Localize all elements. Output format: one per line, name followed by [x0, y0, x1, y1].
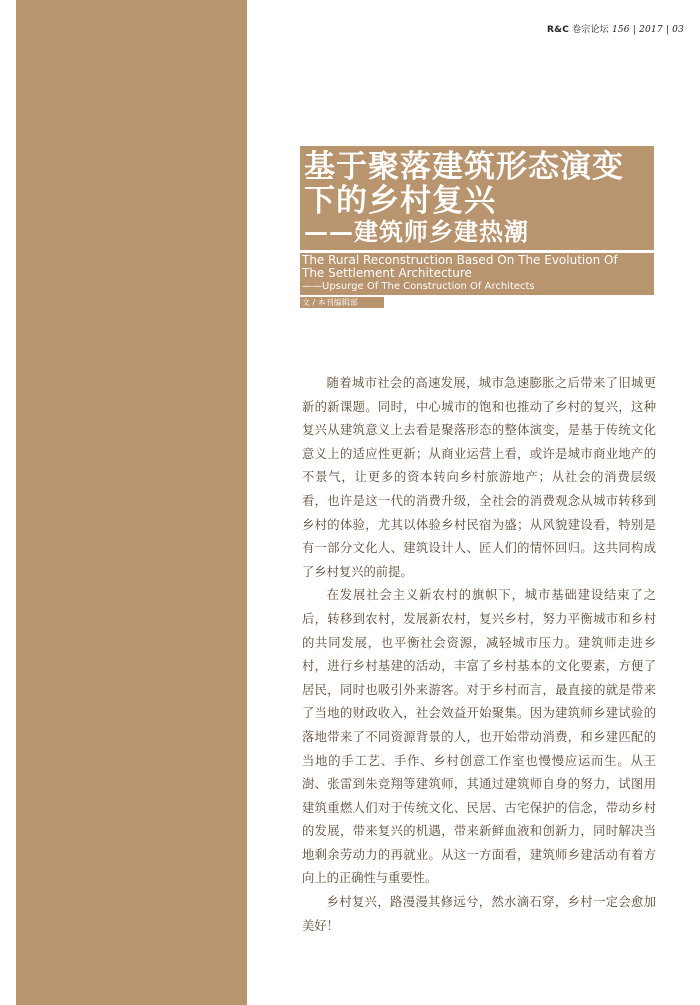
english-subtitle-line: ——Upsurge Of The Construction Of Architects: [302, 281, 535, 292]
english-title-line-2: The Settlement Architecture: [302, 266, 472, 280]
article-title: [300, 146, 654, 250]
paragraph-1: 随着城市社会的高速发展，城市急速膨胀之后带来了旧城更新的新课题。同时，中心城市的饱和也推动了乡村的复兴，这种复兴从建筑意义上去看是聚落形态的整体演变，是基于传统文化意义上的适应性更新；从商业运营上看，或许是城市商业地产的不景气，让更多的资本转向乡村旅游地产；从社会的消费层级看，也许是这一代的消费升级，全社会的消费观念从城市转移到乡村的体验，尤其以体验乡村民宿为盛；从风貌建设看，特别是有一部分文化人、建筑设计人、匠人们的情怀回归。这共同构成了乡村复兴的前提。: [302, 376, 656, 579]
article-body: [302, 372, 656, 938]
title-line-2: 下的乡村复兴: [304, 183, 496, 219]
journal-name: 卷宗论坛: [572, 25, 609, 35]
english-title: [300, 253, 654, 295]
decorative-side-band: [16, 0, 247, 1005]
paragraph-2: 在发展社会主义新农村的旗帜下，城市基础建设结束了之后，转移到农村，发展新农村，复兴乡村，努力平衡城市和乡村的共同发展，也平衡社会资源，减轻城市压力。建筑师走进乡村，进行乡村基建的活动，丰富了乡村基本的文化要素，方便了居民，同时也吸引外来游客。对于乡村而言，最直接的就是带来了当地的财政收入，社会效益开始聚集。因为建筑师乡建试验的落地带来了不同资源背景的人，也开始带动消费，和乡建匹配的当地的手工艺、手作、乡村创意工作室也慢慢应运而生。从王澍、张雷到朱竞翔等建筑师，其通过建筑师自身的努力，试图用建筑重燃人们对于传统文化、民居、古宅保护的信念，带动乡村的发展，带来复兴的机遇，带来新鲜血液和创新力，同时解决当地剩余劳动力的再就业。从这一方面看，建筑师乡建活动有着方向上的正确性与重要性。: [302, 588, 656, 886]
issue-number: 156 | 2017 | 03: [611, 25, 684, 35]
journal-brand: R&C: [547, 25, 570, 35]
title-line-1: 基于聚落建筑形态演变: [304, 149, 624, 185]
english-title-line-1: The Rural Reconstruction Based On The Evolution Of: [302, 253, 618, 267]
paragraph-3: 乡村复兴，路漫漫其修远兮，然水滴石穿，乡村一定会愈加美好！: [302, 895, 656, 933]
byline: 文 / 本刊编辑部: [300, 297, 384, 308]
subtitle-line: ——建筑师乡建热潮: [304, 217, 529, 246]
running-header: [547, 22, 684, 35]
